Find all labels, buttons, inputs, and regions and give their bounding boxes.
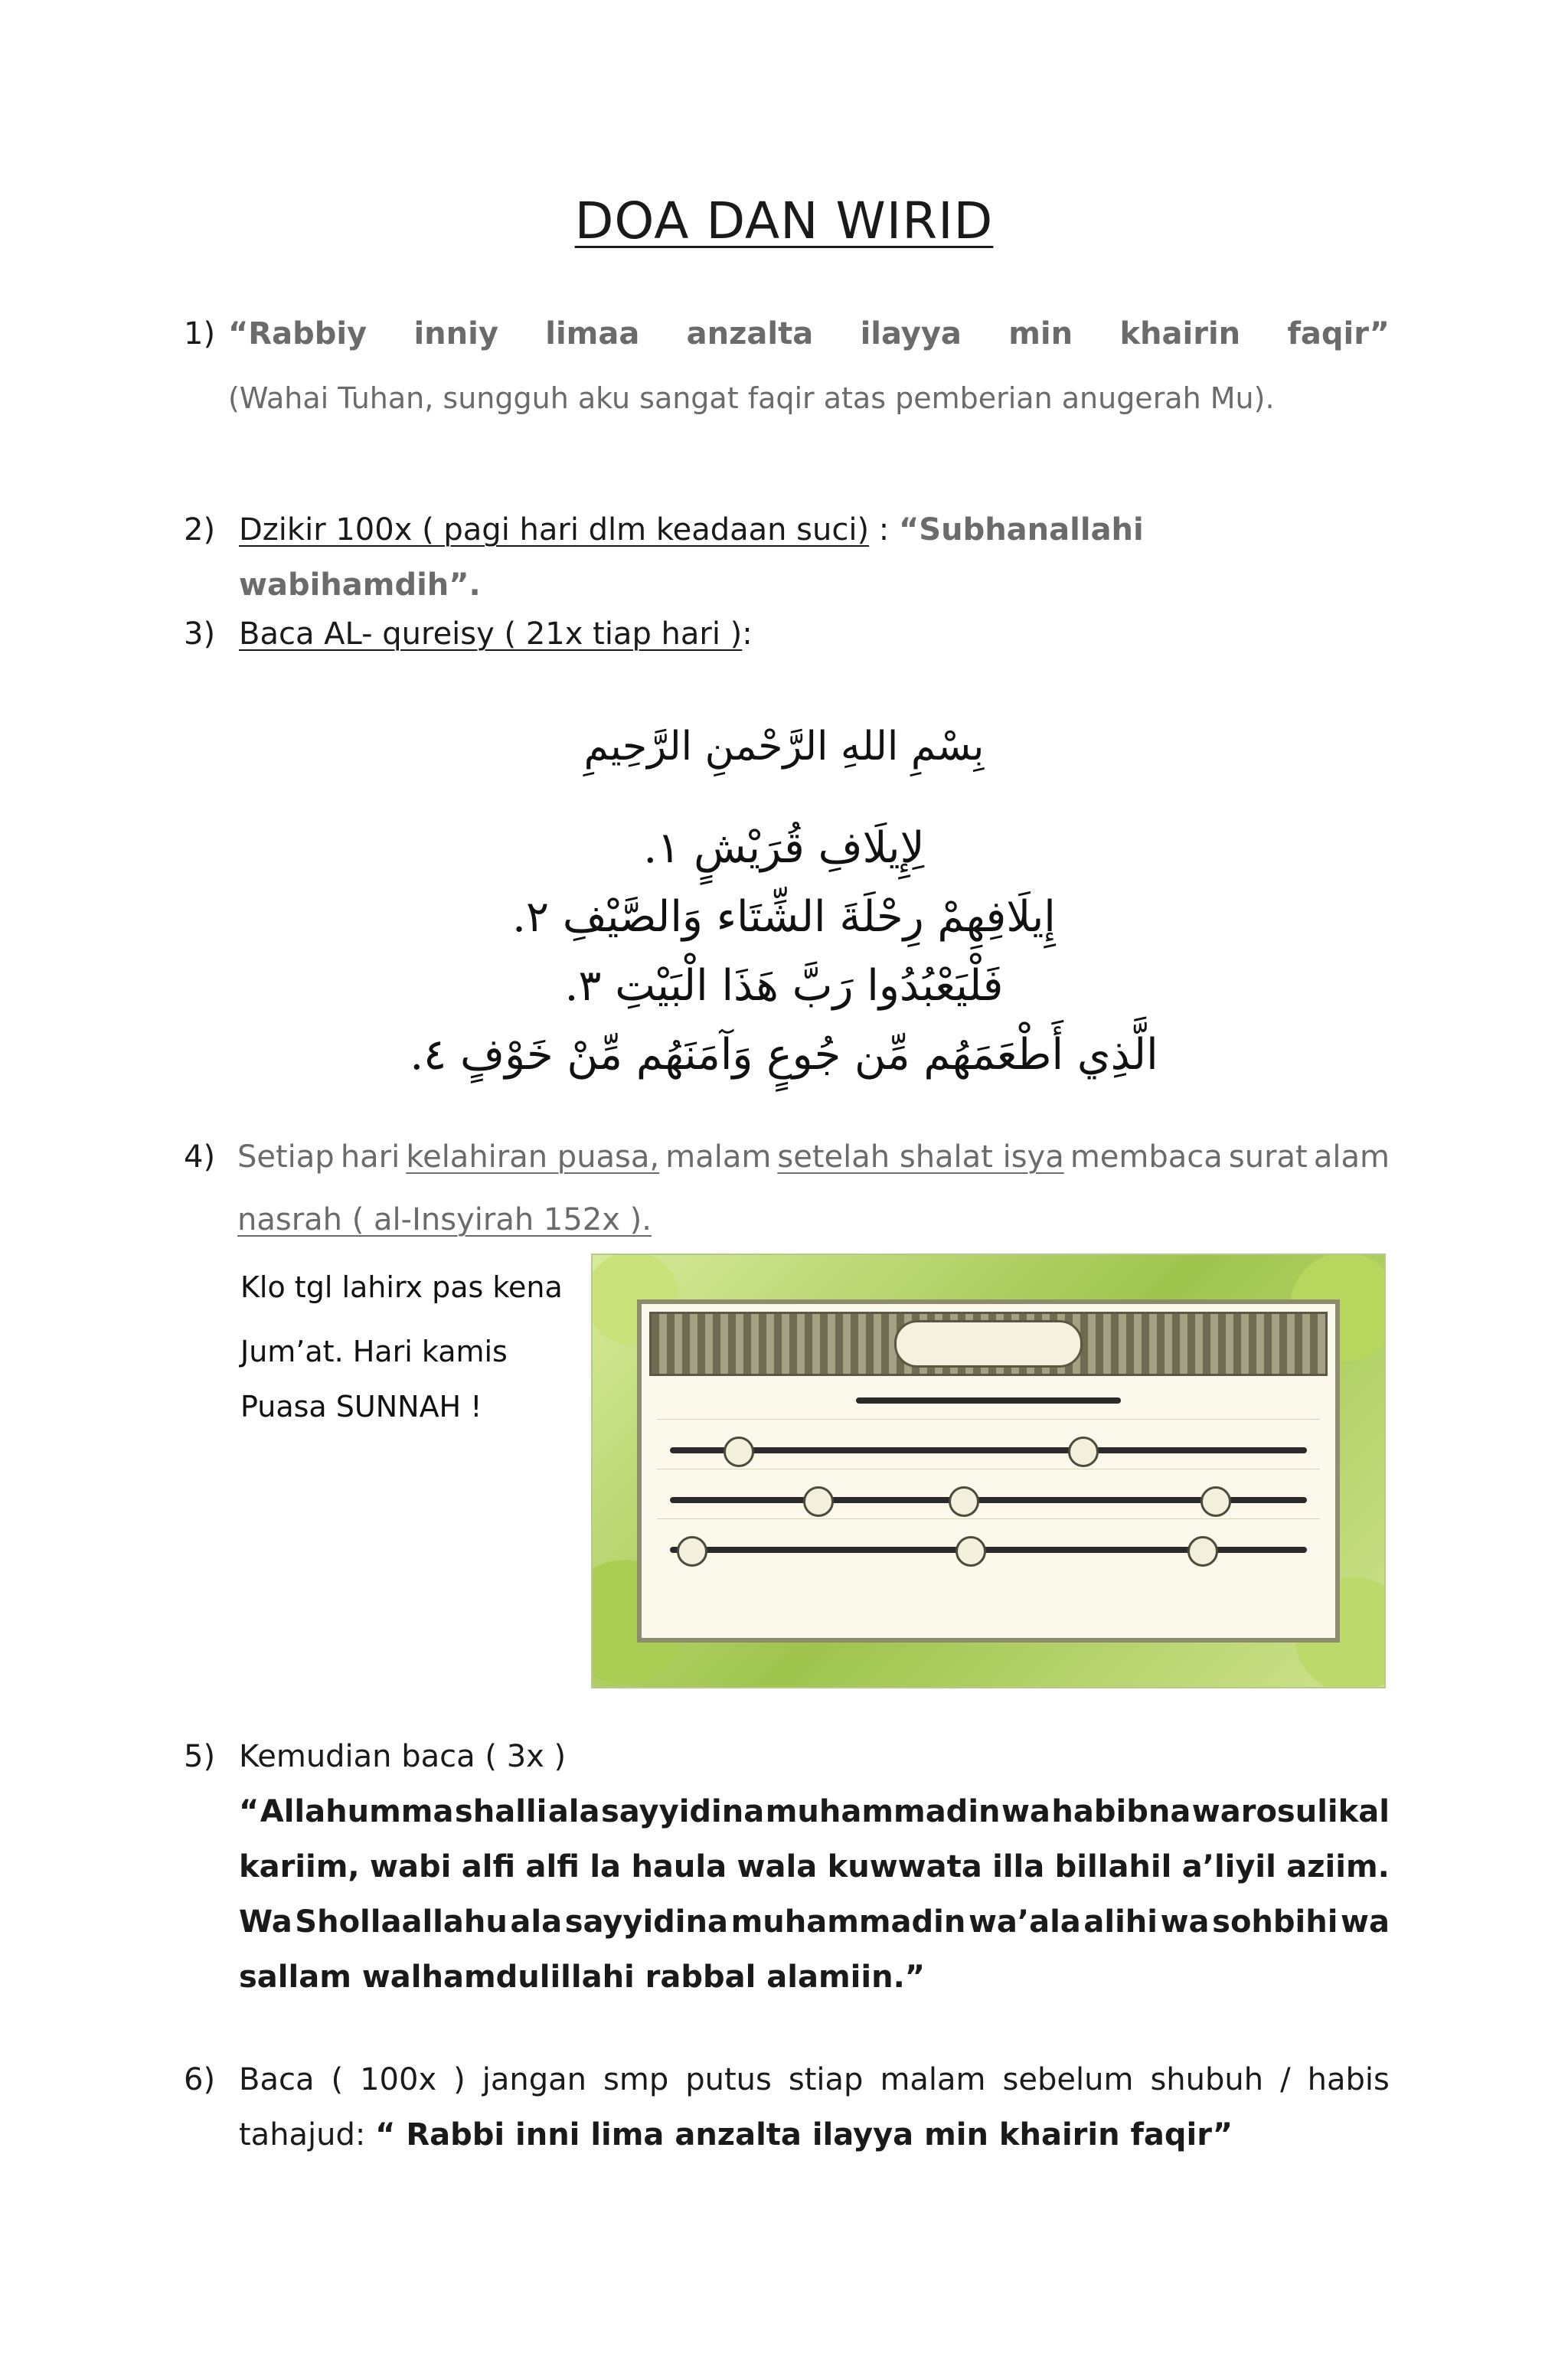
prayer-word: khairin [1119, 316, 1241, 351]
arabic-verse-2: إِيلَافِهِمْ رِحْلَةَ الشِّتَاء وَالصَّيْفِ ۲. [512, 892, 1056, 942]
arabic-basmala: بِسْمِ اللهِ الرَّحْمنِ الرَّحِيمِ [583, 724, 985, 770]
prayer-word: muhammadin [730, 1904, 966, 1940]
prayer-word: sayyidina [600, 1794, 765, 1829]
item-1-translation: (Wahai Tuhan, sungguh aku sangat faqir atas pemberian anugerah Mu). [228, 381, 1275, 415]
arabic-verse-4: الَّذِي أَطْعَمَهُم مِّن جُوعٍ وَآمَنَهُم مِّنْ خَوْفٍ ٤. [410, 1030, 1158, 1080]
item-2-number: 2) [184, 512, 216, 548]
prayer-line [239, 1839, 1390, 1894]
text-word: smp [603, 2062, 669, 2097]
text-word: putus [685, 2062, 772, 2097]
surah-text-line [657, 1381, 1320, 1420]
calligraphy-stroke [670, 1447, 1306, 1453]
text-word-underlined: kelahiran puasa, [406, 1139, 660, 1175]
page-title: DOA DAN WIRID [574, 191, 994, 250]
text-word: shubuh [1150, 2062, 1264, 2097]
prayer-word: wa [1001, 1794, 1050, 1829]
text-word: membaca [1070, 1139, 1223, 1175]
verse-marker-icon [1068, 1437, 1099, 1467]
prayer-last-line: sallam walhamdulillahi rabbal alamiin.” [239, 1960, 926, 1995]
prayer-word: min [1008, 316, 1073, 351]
text-word-underlined: setelah shalat isya [777, 1139, 1064, 1175]
side-note [240, 1260, 577, 1434]
prayer-word: kuwwata [827, 1849, 982, 1884]
text-word: sebelum [1002, 2062, 1134, 2097]
prayer-word: alihi [1083, 1904, 1158, 1940]
item-6-line-2 [239, 2107, 1390, 2162]
item-3-instruction: Baca AL- qureisy ( 21x tiap hari ) [239, 616, 743, 652]
item-5-prayer [239, 1784, 1390, 2005]
surah-al-insyirah-image [591, 1254, 1386, 1688]
prayer-word: limaa [545, 316, 640, 351]
prayer-word: warosulikal [1191, 1794, 1390, 1829]
verse-marker-icon [1200, 1486, 1231, 1517]
item-1-number: 1) [184, 316, 216, 351]
prayer-word: inniy [413, 316, 498, 351]
text-word: alam [1313, 1139, 1390, 1175]
surah-text-line [657, 1430, 1320, 1469]
item-4-number: 4) [184, 1139, 216, 1175]
text-word: / [1280, 2062, 1291, 2097]
item-4-line-1 [237, 1129, 1390, 1185]
prayer-word: “ [239, 1794, 260, 1829]
item-2-instruction: Dzikir 100x ( pagi hari dlm keadaan suci) [239, 512, 870, 548]
text-word: ( [331, 2062, 344, 2097]
item-6-prefix: tahajud: [239, 2117, 376, 2152]
item-6-prayer: “ Rabbi inni lima anzalta ilayya min khairin faqir” [375, 2117, 1233, 2152]
prayer-word: sayyidina [564, 1904, 728, 1940]
prayer-word: a’liyil [1181, 1849, 1276, 1884]
item-4-line-2: nasrah ( al-Insyirah 152x ). [237, 1202, 652, 1237]
prayer-word: Wa [239, 1904, 292, 1940]
text-word: hari [340, 1139, 400, 1175]
side-note-line: Klo tgl lahirx pas kena [240, 1270, 563, 1304]
prayer-word: kariim, [239, 1849, 360, 1884]
text-word: malam [665, 1139, 772, 1175]
prayer-word: Shollaallahu [295, 1904, 508, 1940]
surah-title-cartouche [894, 1320, 1083, 1368]
prayer-word: ala [510, 1904, 563, 1940]
item-2-dzikir: “Subhanallahi wabihamdih”. [239, 512, 1144, 603]
side-note-line: Jum’at. Hari kamis [240, 1335, 508, 1368]
prayer-word: “Rabbiy [228, 316, 368, 351]
text-word: surat [1228, 1139, 1308, 1175]
prayer-word: wa’ala [968, 1904, 1081, 1940]
item-2-separator: : [869, 512, 899, 548]
item-5-intro: Kemudian baca ( 3x ) [239, 1739, 567, 1774]
verse-marker-icon [956, 1536, 986, 1567]
prayer-word: muhammadin [765, 1794, 1001, 1829]
item-5-number: 5) [184, 1739, 216, 1774]
prayer-word: wa [1160, 1904, 1210, 1940]
verse-marker-icon [677, 1536, 707, 1567]
text-word: habis [1307, 2062, 1390, 2097]
text-word: ) [453, 2062, 466, 2097]
item-3-number: 3) [184, 616, 216, 652]
arabic-verse-3: فَلْيَعْبُدُوا رَبَّ هَذَا الْبَيْتِ ۳. [564, 961, 1004, 1011]
prayer-word: ala [547, 1794, 600, 1829]
text-word: malam [880, 2062, 986, 2097]
prayer-word: alfi [461, 1849, 516, 1884]
verse-marker-icon [1187, 1536, 1218, 1567]
prayer-word: wabi [370, 1849, 452, 1884]
prayer-word: alfi [525, 1849, 580, 1884]
prayer-word: Allahumma [260, 1794, 454, 1829]
prayer-word: la [590, 1849, 622, 1884]
prayer-word: billahil [1054, 1849, 1172, 1884]
verse-marker-icon [803, 1486, 834, 1517]
prayer-word: ilayya [860, 316, 962, 351]
prayer-word: shalli [454, 1794, 547, 1829]
prayer-word: wala [737, 1849, 818, 1884]
prayer-word: faqir” [1287, 316, 1390, 351]
prayer-word: habibna [1051, 1794, 1191, 1829]
prayer-word: aziim. [1286, 1849, 1390, 1884]
text-word: 100x [360, 2062, 437, 2097]
item-3-colon: : [742, 616, 753, 652]
text-word: stiap [788, 2062, 864, 2097]
prayer-word: anzalta [686, 316, 814, 351]
item-1-prayer [228, 306, 1390, 361]
side-note-line: Puasa SUNNAH ! [240, 1390, 482, 1424]
text-word: Baca [239, 2062, 315, 2097]
prayer-word: illa [992, 1849, 1045, 1884]
prayer-line [239, 1784, 1390, 1839]
arabic-verse-1: لِإِيلَافِ قُرَيْشٍ ۱. [643, 823, 925, 873]
surah-header-ornament [649, 1312, 1328, 1376]
verse-marker-icon [949, 1486, 979, 1517]
surah-frame [637, 1299, 1340, 1643]
prayer-line [239, 1894, 1390, 1950]
item-6-number: 6) [184, 2062, 216, 2097]
calligraphy-stroke [856, 1397, 1121, 1404]
item-6-line-1 [239, 2052, 1390, 2107]
surah-text-line [657, 1480, 1320, 1519]
prayer-word: wa [1341, 1904, 1390, 1940]
surah-text-line [657, 1530, 1320, 1568]
text-word: jangan [482, 2062, 587, 2097]
text-word: Setiap [237, 1139, 335, 1175]
prayer-word: sohbihi [1212, 1904, 1338, 1940]
prayer-word: haula [631, 1849, 727, 1884]
verse-marker-icon [724, 1437, 754, 1467]
